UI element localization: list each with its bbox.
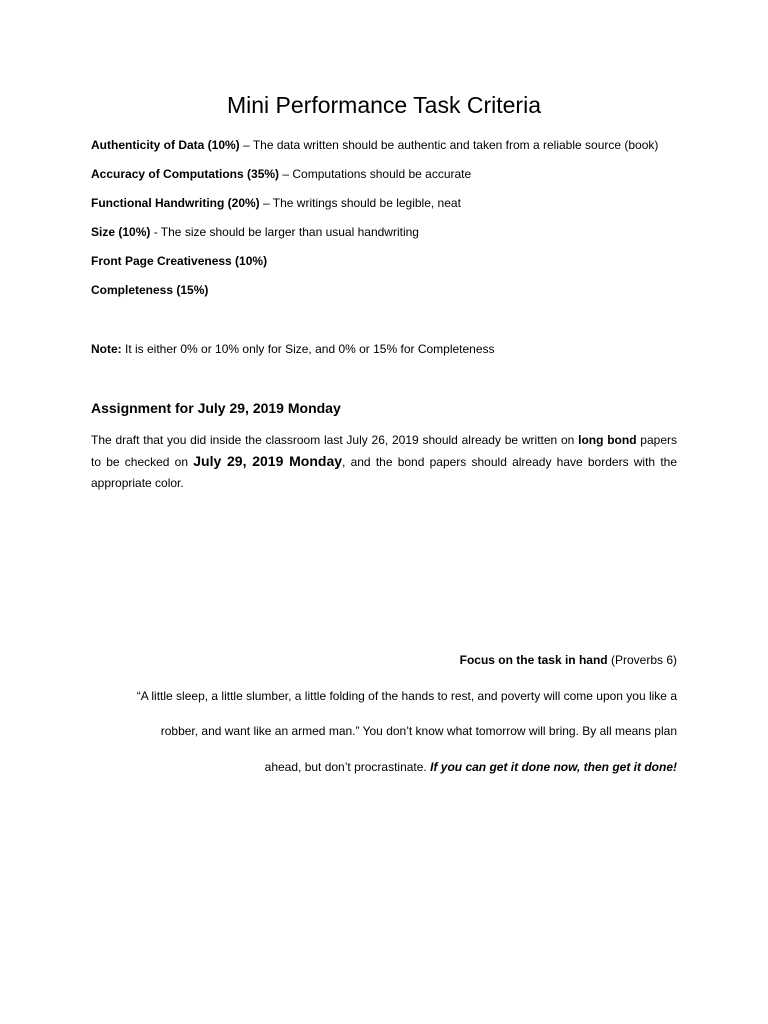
criterion-label: Accuracy of Computations (35%) bbox=[91, 167, 280, 181]
criterion-authenticity bbox=[91, 138, 658, 152]
focus-heading bbox=[460, 653, 677, 667]
criterion-label: Completeness (15%) bbox=[91, 283, 209, 297]
quote-emphasis: If you can get it done now, then get it done! bbox=[430, 760, 677, 774]
note-text: It is either 0% or 10% only for Size, and 0% or 15% for Completeness bbox=[121, 342, 495, 356]
assignment-text-1: The draft that you did inside the classroom last July 26, 2019 should already be written on bbox=[91, 433, 579, 447]
criterion-label: Size (10%) bbox=[91, 225, 151, 239]
criterion-handwriting bbox=[91, 196, 461, 210]
assignment-text-3: , and the bond papers should already have borders with the appropriate color. bbox=[91, 455, 678, 490]
focus-reference: (Proverbs 6) bbox=[607, 653, 677, 667]
quote-line-2: robber, and want like an armed man.” You don’t know what tomorrow will bring. By all means plan bbox=[160, 724, 677, 738]
criterion-label: Functional Handwriting (20%) bbox=[91, 196, 260, 210]
assignment-text-2: papers to be checked on bbox=[91, 433, 677, 469]
criterion-label: Authenticity of Data (10%) bbox=[91, 138, 240, 152]
note-label: Note: bbox=[91, 342, 122, 356]
quote-line-3 bbox=[265, 760, 677, 774]
criterion-creativeness bbox=[91, 254, 267, 268]
page-title: Mini Performance Task Criteria bbox=[226, 92, 541, 118]
assignment-date: July 29, 2019 Monday bbox=[193, 453, 343, 469]
assignment-heading: Assignment for July 29, 2019 Monday bbox=[91, 400, 341, 416]
criterion-description: – Computations should be accurate bbox=[279, 167, 472, 181]
quote-line-3-text: ahead, but don’t procrastinate. bbox=[264, 760, 431, 774]
quote-line-1: “A little sleep, a little slumber, a little folding of the hands to rest, and poverty will come upon you like a bbox=[136, 689, 677, 703]
criterion-description: – The writings should be legible, neat bbox=[259, 196, 461, 210]
criterion-completeness bbox=[91, 283, 208, 297]
criterion-description: – The data written should be authentic and taken from a reliable source (book) bbox=[239, 138, 659, 152]
note bbox=[91, 342, 495, 356]
criterion-size bbox=[91, 225, 419, 239]
criterion-accuracy bbox=[91, 167, 471, 181]
criterion-description: - The size should be larger than usual handwriting bbox=[150, 225, 419, 239]
assignment-paragraph bbox=[91, 430, 677, 494]
assignment-bold-1: long bond bbox=[578, 433, 637, 447]
criterion-label: Front Page Creativeness (10%) bbox=[91, 254, 268, 268]
focus-label: Focus on the task in hand bbox=[459, 653, 608, 667]
